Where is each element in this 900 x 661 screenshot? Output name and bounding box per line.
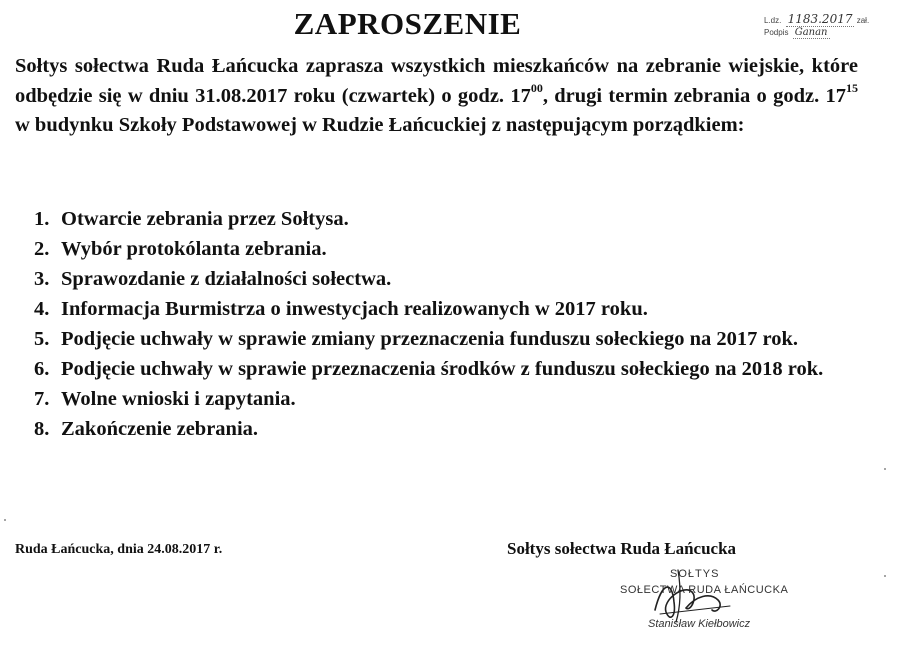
signature-row <box>764 26 830 40</box>
agenda-item <box>34 324 884 354</box>
agenda-item-number: 2. <box>34 238 50 260</box>
agenda-item-number: 7. <box>34 388 50 410</box>
podpis-handwritten-value: Ganan <box>794 27 828 38</box>
ldz-handwritten-value: 1183.2017 <box>787 12 853 26</box>
agenda-item-number: 8. <box>34 418 50 440</box>
agenda-item-text: Wybór protokólanta zebrania. <box>61 238 327 260</box>
podpis-label: Podpis <box>764 28 789 37</box>
document-title: ZAPROSZENIE <box>293 6 522 41</box>
agenda-item-number: 6. <box>34 358 50 380</box>
registry-stamp <box>764 10 894 46</box>
scan-speck <box>884 575 886 577</box>
agenda-item <box>34 234 884 264</box>
agenda-item-number: 1. <box>34 208 50 230</box>
official-seal <box>600 562 800 642</box>
agenda-item-number: 3. <box>34 268 50 290</box>
seal-line-2: SOŁECTWA RUDA ŁAŃCUCKA <box>620 584 789 596</box>
place-and-date: Ruda Łańcucka, dnia 24.08.2017 r. <box>15 542 223 557</box>
agenda-item-number: 4. <box>34 298 50 320</box>
agenda-item-text: Wolne wnioski i zapytania. <box>61 388 296 410</box>
time-superscript-1: 00 <box>530 80 543 95</box>
agenda-item <box>34 414 884 444</box>
intro-text-1: Sołtys sołectwa Ruda Łańcucka zaprasza wszystkich mieszkańców na zebranie wiejskie, które odbędzie się w dniu 31.08.2017 roku (czwartek) o godz. 17 <box>15 55 858 107</box>
time-superscript-2: 15 <box>846 80 858 95</box>
ldz-label: L.dz. <box>764 16 782 25</box>
agenda-item-text: Informacja Burmistrza o inwestycjach realizowanych w 2017 roku. <box>61 298 648 320</box>
agenda-item <box>34 384 884 414</box>
seal-line-1: SOŁTYS <box>670 568 720 580</box>
scan-speck <box>884 468 886 470</box>
agenda-item <box>34 264 884 294</box>
agenda-item-text: Zakończenie zebrania. <box>61 418 259 440</box>
intro-text-3: w budynku Szkoły Podstawowej w Rudzie Łańcuckiej z następującym porządkiem: <box>15 114 745 136</box>
agenda-item-text: Podjęcie uchwały w sprawie zmiany przeznaczenia funduszu sołeckiego na 2017 rok. <box>61 328 799 350</box>
agenda-item <box>34 204 884 234</box>
agenda-item <box>34 294 884 324</box>
agenda-item <box>34 354 884 384</box>
agenda-item-text: Otwarcie zebrania przez Sołtysa. <box>61 208 349 230</box>
agenda-item-text: Podjęcie uchwały w sprawie przeznaczenia środków z funduszu sołeckiego na 2018 rok. <box>61 358 824 380</box>
invitation-paragraph <box>15 52 858 141</box>
signatory-title: Sołtys sołectwa Ruda Łańcucka <box>507 539 737 558</box>
zal-label: zał. <box>856 16 870 25</box>
registry-number-row <box>764 12 869 26</box>
handwritten-signature-icon <box>600 562 800 642</box>
agenda-item-number: 5. <box>34 328 50 350</box>
seal-name: Stanisław Kiełbowicz <box>648 618 751 630</box>
intro-text-2: , drugi termin zebrania o godz. 17 <box>542 84 846 107</box>
agenda-item-text: Sprawozdanie z działalności sołectwa. <box>61 268 392 290</box>
scan-speck <box>4 519 6 521</box>
agenda-list <box>34 204 884 444</box>
